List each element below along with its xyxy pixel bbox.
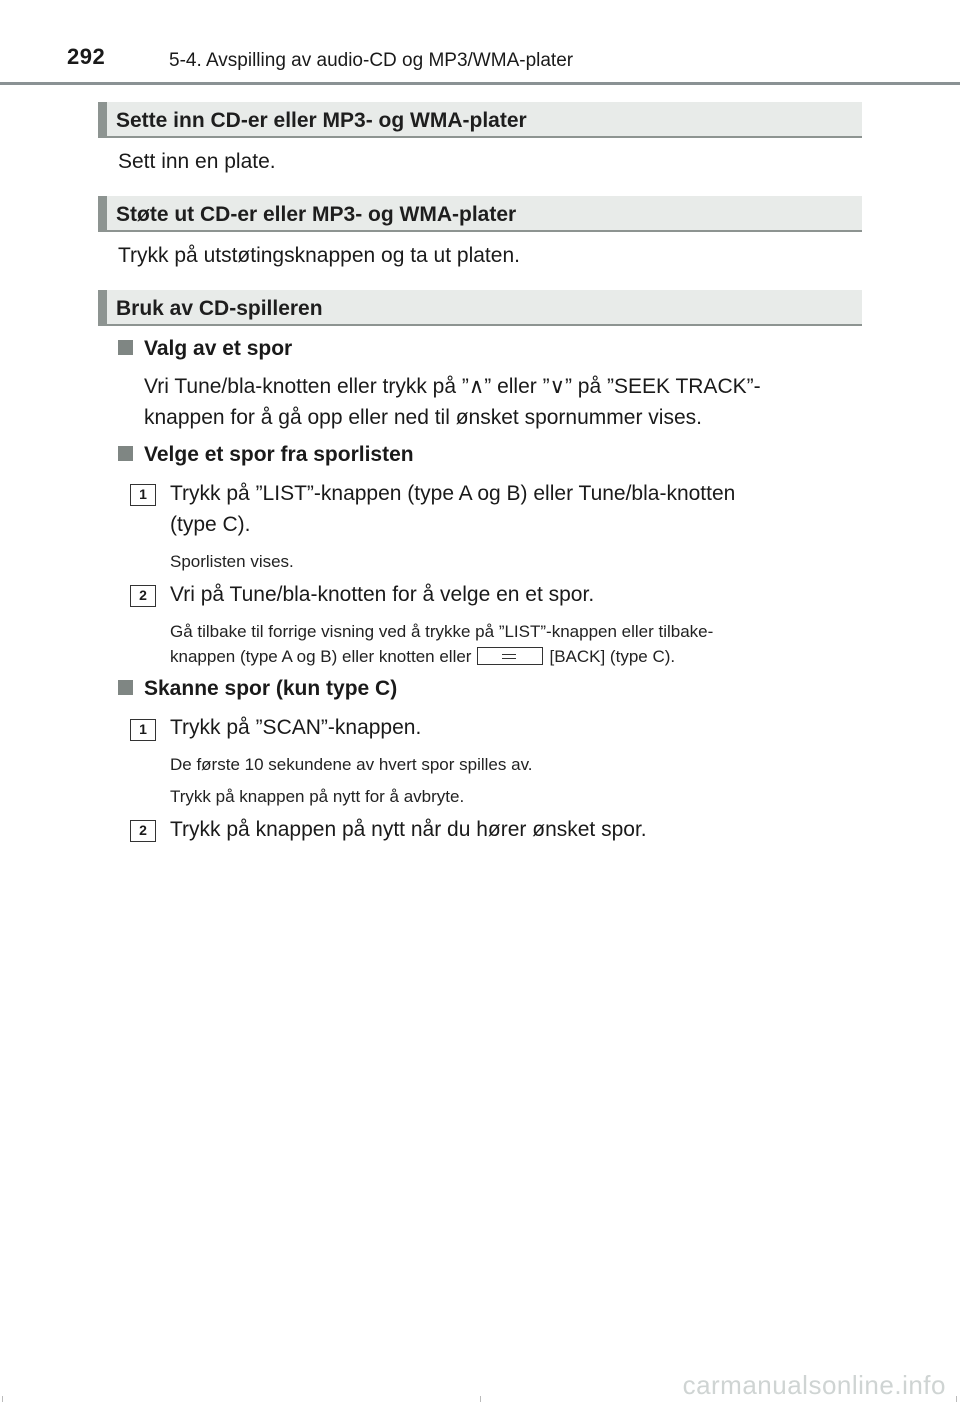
back-key-icon (477, 647, 543, 665)
subheading-text: Velge et spor fra sporlisten (144, 443, 414, 466)
page-header (0, 0, 960, 88)
step-number-badge: 2 (130, 585, 156, 607)
note-text: knappen (type A og B) eller knotten eller (170, 647, 472, 666)
step-note: Trykk på knappen på nytt for å avbryte. (170, 787, 465, 806)
note-text: [BACK] (type C). (549, 647, 676, 666)
subheading-track-list (118, 443, 414, 467)
subheading-scan (118, 677, 397, 701)
step-note: De første 10 sekundene av hvert spor spilles av. (170, 755, 533, 774)
crop-mark (480, 1396, 481, 1402)
page-number: 292 (67, 44, 106, 69)
step-number-badge: 1 (130, 484, 156, 506)
subheading-text: Valg av et spor (144, 337, 293, 360)
section-heading-insert (98, 102, 862, 138)
crop-mark (2, 1396, 3, 1402)
paragraph-line: knappen for å gå opp eller ned til ønsket spornummer vises. (144, 406, 702, 429)
square-bullet-icon (118, 340, 133, 355)
watermark: carmanualsonline.info (682, 1370, 946, 1400)
section-title: Bruk av CD-spilleren (116, 297, 323, 320)
step-number-badge: 2 (130, 820, 156, 842)
section-body-eject: Trykk på utstøtingsknappen og ta ut platen. (118, 244, 520, 267)
running-title: 5-4. Avspilling av audio-CD og MP3/WMA-plater (169, 50, 574, 71)
step-line: Trykk på ”LIST”-knappen (type A og B) eller Tune/bla-knotten (170, 482, 736, 505)
section-heading-cd-player (98, 290, 862, 326)
crop-mark (956, 1396, 957, 1402)
header-rule (0, 82, 960, 85)
step-number-badge: 1 (130, 719, 156, 741)
step-note: Sporlisten vises. (170, 552, 294, 571)
square-bullet-icon (118, 446, 133, 461)
step-line: (type C). (170, 513, 251, 536)
step-text: Trykk på knappen på nytt når du hører ønsket spor. (170, 818, 647, 841)
section-title: Støte ut CD-er eller MP3- og WMA-plater (116, 203, 517, 226)
section-title: Sette inn CD-er eller MP3- og WMA-plater (116, 109, 527, 132)
step-note (170, 619, 856, 669)
section-heading-eject (98, 196, 862, 232)
paragraph-line: Vri Tune/bla-knotten eller trykk på ”∧” eller ”∨” på ”SEEK TRACK”- (144, 375, 761, 398)
select-track-paragraph (144, 371, 856, 433)
step-text (170, 478, 856, 540)
note-line (170, 644, 856, 669)
section-body-insert: Sett inn en plate. (118, 150, 276, 173)
subheading-select-track (118, 337, 292, 361)
note-line: Gå tilbake til forrige visning ved å trykke på ”LIST”-knappen eller tilbake- (170, 622, 714, 641)
step-text: Trykk på ”SCAN”-knappen. (170, 716, 422, 739)
step-text: Vri på Tune/bla-knotten for å velge en et spor. (170, 583, 595, 606)
square-bullet-icon (118, 680, 133, 695)
key-mark-icon (502, 654, 516, 659)
subheading-text: Skanne spor (kun type C) (144, 677, 398, 700)
